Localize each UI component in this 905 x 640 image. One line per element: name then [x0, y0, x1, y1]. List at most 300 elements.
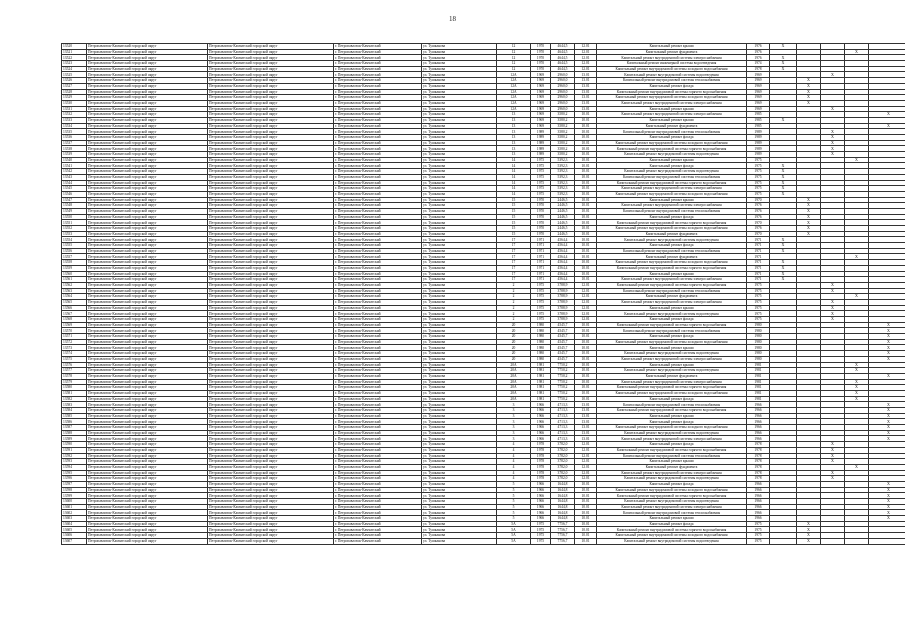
- cell-date: 10.01: [575, 208, 597, 214]
- cell-m1: X: [770, 277, 797, 283]
- cell-locality: г. Петропавловск-Камчатский: [334, 533, 422, 539]
- cell-locality: г. Петропавловск-Камчатский: [334, 152, 422, 158]
- cell-locality: г. Петропавловск-Камчатский: [334, 260, 422, 266]
- cell-work: Капитальный ремонт внутридомовой системы электроснабжения: [597, 436, 747, 442]
- cell-m2: X: [797, 89, 821, 95]
- cell-year: 1975: [531, 294, 551, 300]
- cell-work-year: 1980: [747, 351, 770, 357]
- cell-municipality: Петропавловск-Камчатский городской округ: [208, 191, 334, 197]
- cell-locality: г. Петропавловск-Камчатский: [334, 140, 422, 146]
- cell-street: ул. Тушканова: [422, 61, 497, 67]
- cell-street: ул. Тушканова: [422, 191, 497, 197]
- cell-municipality: Петропавловск-Камчатский городской округ: [208, 260, 334, 266]
- cell-area: 3580,2: [551, 117, 575, 123]
- cell-work: Капитальный ремонт крыши: [597, 106, 747, 112]
- cell-house: 4: [497, 442, 531, 448]
- cell-num: 13569: [62, 322, 87, 328]
- cell-street: ул. Тушканова: [422, 499, 497, 505]
- cell-district: Петропавловск-Камчатский городской округ: [87, 61, 208, 67]
- cell-district: Петропавловск-Камчатский городской округ: [87, 146, 208, 152]
- cell-work: Капитальный ремонт внутридомовой системы теплоснабжения: [597, 129, 747, 135]
- cell-street: ул. Тушканова: [422, 476, 497, 482]
- cell-house: 2: [497, 288, 531, 294]
- cell-m3: X: [821, 299, 845, 305]
- cell-m4: X: [845, 379, 869, 385]
- cell-area: 4644,5: [551, 49, 575, 55]
- cell-house: 20А: [497, 390, 531, 396]
- cell-work: Капитальный ремонт фасада: [597, 214, 747, 220]
- cell-municipality: Петропавловск-Камчатский городской округ: [208, 78, 334, 84]
- cell-work: Капитальный ремонт крыши: [597, 197, 747, 203]
- cell-m4: X: [845, 362, 869, 368]
- cell-num: 13522: [62, 55, 87, 61]
- cell-m2: X: [797, 214, 821, 220]
- cell-work-year: 1975: [747, 294, 770, 300]
- cell-district: Петропавловск-Камчатский городской округ: [87, 191, 208, 197]
- cell-locality: г. Петропавловск-Камчатский: [334, 220, 422, 226]
- cell-year: 1966: [531, 408, 551, 414]
- cell-num: 13544: [62, 180, 87, 186]
- cell-house: 15: [497, 208, 531, 214]
- cell-street: ул. Тушканова: [422, 294, 497, 300]
- cell-m1: X: [770, 44, 797, 50]
- cell-street: ул. Тушканова: [422, 311, 497, 317]
- cell-district: Петропавловск-Камчатский городской округ: [87, 243, 208, 249]
- cell-date: 12.01: [575, 311, 597, 317]
- cell-street: ул. Тушканова: [422, 72, 497, 78]
- cell-m5: X: [869, 328, 905, 334]
- cell-district: Петропавловск-Камчатский городской округ: [87, 260, 208, 266]
- cell-work-year: 1966: [747, 493, 770, 499]
- cell-street: ул. Тушканова: [422, 180, 497, 186]
- cell-district: Петропавловск-Камчатский городской округ: [87, 169, 208, 175]
- cell-area: 3788,9: [551, 305, 575, 311]
- cell-house: 15: [497, 231, 531, 237]
- cell-area: 2960,0: [551, 89, 575, 95]
- cell-locality: г. Петропавловск-Камчатский: [334, 83, 422, 89]
- cell-work-year: 1969: [747, 72, 770, 78]
- cell-num: 13576: [62, 362, 87, 368]
- cell-year: 1971: [531, 260, 551, 266]
- cell-municipality: Петропавловск-Камчатский городской округ: [208, 339, 334, 345]
- cell-house: 5А: [497, 533, 531, 539]
- cell-area: 7750,2: [551, 385, 575, 391]
- cell-district: Петропавловск-Камчатский городской округ: [87, 527, 208, 533]
- cell-municipality: Петропавловск-Камчатский городской округ: [208, 516, 334, 522]
- cell-work: Капитальный ремонт внутридомовой системы водоотведения: [597, 152, 747, 158]
- cell-municipality: Петропавловск-Камчатский городской округ: [208, 538, 334, 544]
- cell-year: 1980: [531, 356, 551, 362]
- cell-num: 13601: [62, 504, 87, 510]
- cell-work-year: 1975: [747, 180, 770, 186]
- cell-locality: г. Петропавловск-Камчатский: [334, 425, 422, 431]
- cell-m5: X: [869, 425, 905, 431]
- cell-house: 12: [497, 66, 531, 72]
- cell-work: Капитальный ремонт фундамента: [597, 464, 747, 470]
- cell-locality: г. Петропавловск-Камчатский: [334, 49, 422, 55]
- cell-work-year: 1966: [747, 510, 770, 516]
- cell-house: 14: [497, 186, 531, 192]
- cell-district: Петропавловск-Камчатский городской округ: [87, 237, 208, 243]
- cell-m2: X: [797, 197, 821, 203]
- cell-year: 1969: [531, 72, 551, 78]
- cell-street: ул. Тушканова: [422, 169, 497, 175]
- cell-house: 3: [497, 408, 531, 414]
- cell-year: 1970: [531, 61, 551, 67]
- cell-num: 13530: [62, 100, 87, 106]
- cell-m3: X: [821, 442, 845, 448]
- cell-num: 13607: [62, 538, 87, 544]
- cell-num: 13538: [62, 146, 87, 152]
- cell-year: 1970: [531, 231, 551, 237]
- cell-m3: X: [821, 470, 845, 476]
- cell-m1: X: [770, 66, 797, 72]
- cell-municipality: Петропавловск-Камчатский городской округ: [208, 135, 334, 141]
- cell-locality: г. Петропавловск-Камчатский: [334, 78, 422, 84]
- cell-date: 13.01: [575, 72, 597, 78]
- cell-m2: X: [797, 533, 821, 539]
- cell-year: 1966: [531, 504, 551, 510]
- cell-num: 13584: [62, 408, 87, 414]
- cell-m3: X: [821, 305, 845, 311]
- cell-num: 13543: [62, 174, 87, 180]
- cell-district: Петропавловск-Камчатский городской округ: [87, 390, 208, 396]
- cell-district: Петропавловск-Камчатский городской округ: [87, 208, 208, 214]
- cell-area: 7756,7: [551, 538, 575, 544]
- cell-house: 14: [497, 180, 531, 186]
- cell-num: 13581: [62, 390, 87, 396]
- cell-locality: г. Петропавловск-Камчатский: [334, 464, 422, 470]
- cell-num: 13593: [62, 459, 87, 465]
- cell-house: 2: [497, 317, 531, 323]
- cell-year: 1975: [531, 538, 551, 544]
- cell-municipality: Петропавловск-Камчатский городской округ: [208, 299, 334, 305]
- cell-num: 13572: [62, 339, 87, 345]
- cell-num: 13536: [62, 135, 87, 141]
- cell-house: 5А: [497, 538, 531, 544]
- cell-street: ул. Тушканова: [422, 214, 497, 220]
- cell-num: 13583: [62, 402, 87, 408]
- cell-district: Петропавловск-Камчатский городской округ: [87, 135, 208, 141]
- cell-area: 4713,3: [551, 430, 575, 436]
- cell-district: Петропавловск-Камчатский городской округ: [87, 214, 208, 220]
- cell-locality: г. Петропавловск-Камчатский: [334, 510, 422, 516]
- cell-municipality: Петропавловск-Камчатский городской округ: [208, 44, 334, 50]
- cell-house: 14: [497, 163, 531, 169]
- cell-area: 7750,2: [551, 379, 575, 385]
- cell-year: 1980: [531, 351, 551, 357]
- cell-work: Капитальный ремонт внутридомовой системы электроснабжения: [597, 112, 747, 118]
- cell-street: ул. Тушканова: [422, 356, 497, 362]
- cell-date: 10.01: [575, 152, 597, 158]
- cell-work-year: 1975: [747, 311, 770, 317]
- cell-work-year: 1969: [747, 89, 770, 95]
- cell-area: 3782,0: [551, 476, 575, 482]
- cell-house: 2: [497, 305, 531, 311]
- cell-municipality: Петропавловск-Камчатский городской округ: [208, 408, 334, 414]
- cell-street: ул. Тушканова: [422, 481, 497, 487]
- cell-num: 13600: [62, 499, 87, 505]
- cell-date: 10.01: [575, 117, 597, 123]
- cell-area: 4545,7: [551, 328, 575, 334]
- cell-house: 4: [497, 459, 531, 465]
- cell-house: 12А: [497, 106, 531, 112]
- cell-m3: [821, 538, 845, 544]
- page-number: 18: [449, 15, 456, 23]
- cell-num: 13591: [62, 447, 87, 453]
- cell-m1: X: [770, 243, 797, 249]
- cell-area: 5392,3: [551, 157, 575, 163]
- cell-district: Петропавловск-Камчатский городской округ: [87, 72, 208, 78]
- cell-date: 10.01: [575, 527, 597, 533]
- cell-municipality: Петропавловск-Камчатский городской округ: [208, 527, 334, 533]
- cell-date: 10.01: [575, 140, 597, 146]
- cell-date: 13.01: [575, 95, 597, 101]
- cell-work: Капитальный ремонт внутридомовой системы горячего водоснабжения: [597, 385, 747, 391]
- cell-m5: X: [869, 373, 905, 379]
- cell-area: 4545,7: [551, 345, 575, 351]
- cell-street: ул. Тушканова: [422, 129, 497, 135]
- cell-street: ул. Тушканова: [422, 174, 497, 180]
- cell-municipality: Петропавловск-Камчатский городской округ: [208, 72, 334, 78]
- cell-work: Капитальный ремонт фасада: [597, 481, 747, 487]
- cell-work: Капитальный ремонт внутридомовой системы водоотведения: [597, 476, 747, 482]
- cell-locality: г. Петропавловск-Камчатский: [334, 470, 422, 476]
- cell-num: 13546: [62, 191, 87, 197]
- cell-municipality: Петропавловск-Камчатский городской округ: [208, 385, 334, 391]
- cell-area: 3580,2: [551, 123, 575, 129]
- cell-work-year: 1971: [747, 248, 770, 254]
- cell-district: Петропавловск-Камчатский городской округ: [87, 470, 208, 476]
- cell-municipality: Петропавловск-Камчатский городской округ: [208, 140, 334, 146]
- cell-work: Капитальный ремонт внутридомовой системы горячего водоснабжения: [597, 180, 747, 186]
- cell-house: 5А: [497, 521, 531, 527]
- cell-district: Петропавловск-Камчатский городской округ: [87, 55, 208, 61]
- cell-work-year: 1981: [747, 385, 770, 391]
- cell-municipality: Петропавловск-Камчатский городской округ: [208, 390, 334, 396]
- cell-m5: X: [869, 413, 905, 419]
- cell-district: Петропавловск-Камчатский городской округ: [87, 271, 208, 277]
- cell-work-year: 1976: [747, 214, 770, 220]
- cell-work: Капитальный ремонт крыши: [597, 271, 747, 277]
- cell-num: 13537: [62, 140, 87, 146]
- cell-work-year: 1985: [747, 123, 770, 129]
- cell-district: Петропавловск-Камчатский городской округ: [87, 112, 208, 118]
- cell-m5: X: [869, 334, 905, 340]
- cell-work-year: 1969: [747, 83, 770, 89]
- cell-house: 4: [497, 453, 531, 459]
- cell-house: 17: [497, 260, 531, 266]
- cell-date: 12.01: [575, 299, 597, 305]
- cell-street: ул. Тушканова: [422, 78, 497, 84]
- cell-municipality: Петропавловск-Камчатский городской округ: [208, 61, 334, 67]
- cell-work: Капитальный ремонт фасада: [597, 334, 747, 340]
- cell-area: 2960,0: [551, 72, 575, 78]
- cell-municipality: Петропавловск-Камчатский городской округ: [208, 55, 334, 61]
- cell-work: Капитальный ремонт крыши: [597, 459, 747, 465]
- cell-house: 17: [497, 248, 531, 254]
- cell-street: ул. Тушканова: [422, 152, 497, 158]
- cell-work: Капитальный ремонт внутридомовой системы холодного водоснабжения: [597, 533, 747, 539]
- cell-district: Петропавловск-Камчатский городской округ: [87, 140, 208, 146]
- cell-work-year: 1980: [747, 322, 770, 328]
- cell-work-year: 1966: [747, 419, 770, 425]
- cell-locality: г. Петропавловск-Камчатский: [334, 214, 422, 220]
- cell-work-year: 1966: [747, 487, 770, 493]
- cell-year: 1981: [531, 362, 551, 368]
- cell-municipality: Петропавловск-Камчатский городской округ: [208, 453, 334, 459]
- cell-area: 5392,3: [551, 180, 575, 186]
- cell-m1: X: [770, 260, 797, 266]
- cell-locality: г. Петропавловск-Камчатский: [334, 521, 422, 527]
- cell-year: 1966: [531, 493, 551, 499]
- cell-work: Капитальный ремонт фасада: [597, 135, 747, 141]
- cell-date: 10.01: [575, 533, 597, 539]
- cell-municipality: Петропавловск-Камчатский городской округ: [208, 208, 334, 214]
- cell-num: 13575: [62, 356, 87, 362]
- cell-locality: г. Петропавловск-Камчатский: [334, 499, 422, 505]
- cell-num: 13526: [62, 78, 87, 84]
- cell-municipality: Петропавловск-Камчатский городской округ: [208, 317, 334, 323]
- cell-year: 1966: [531, 419, 551, 425]
- cell-street: ул. Тушканова: [422, 95, 497, 101]
- cell-work: Капитальный ремонт внутридомовой системы электроснабжения: [597, 504, 747, 510]
- cell-num: 13520: [62, 44, 87, 50]
- cell-work-year: 1978: [747, 470, 770, 476]
- cell-locality: г. Петропавловск-Камчатский: [334, 351, 422, 357]
- cell-m3: X: [821, 152, 845, 158]
- cell-district: Петропавловск-Камчатский городской округ: [87, 379, 208, 385]
- cell-locality: г. Петропавловск-Камчатский: [334, 345, 422, 351]
- cell-district: Петропавловск-Камчатский городской округ: [87, 385, 208, 391]
- cell-district: Петропавловск-Камчатский городской округ: [87, 430, 208, 436]
- cell-year: 1971: [531, 243, 551, 249]
- cell-municipality: Петропавловск-Камчатский городской округ: [208, 169, 334, 175]
- cell-area: 4564,4: [551, 277, 575, 283]
- cell-house: 20А: [497, 396, 531, 402]
- cell-street: ул. Тушканова: [422, 157, 497, 163]
- cell-date: 10.01: [575, 163, 597, 169]
- cell-date: 12.01: [575, 447, 597, 453]
- cell-area: 3782,0: [551, 459, 575, 465]
- cell-street: ул. Тушканова: [422, 442, 497, 448]
- cell-date: 12.01: [575, 317, 597, 323]
- cell-num: 13589: [62, 436, 87, 442]
- cell-date: 10.01: [575, 260, 597, 266]
- cell-date: 12.01: [575, 282, 597, 288]
- cell-work: Капитальный ремонт внутридомовой системы водоотведения: [597, 311, 747, 317]
- cell-m3: X: [821, 447, 845, 453]
- cell-municipality: Петропавловск-Камчатский городской округ: [208, 521, 334, 527]
- cell-num: 13577: [62, 368, 87, 374]
- cell-area: 4564,4: [551, 254, 575, 260]
- cell-street: ул. Тушканова: [422, 385, 497, 391]
- cell-work-year: 1975: [747, 288, 770, 294]
- cell-locality: г. Петропавловск-Камчатский: [334, 163, 422, 169]
- table-row: [62, 538, 905, 544]
- cell-year: 1970: [531, 55, 551, 61]
- cell-m2: X: [797, 220, 821, 226]
- cell-district: Петропавловск-Камчатский городской округ: [87, 413, 208, 419]
- cell-work: Капитальный ремонт фундамента: [597, 373, 747, 379]
- cell-year: 1975: [531, 288, 551, 294]
- cell-municipality: Петропавловск-Камчатский городской округ: [208, 123, 334, 129]
- cell-house: 14: [497, 174, 531, 180]
- cell-house: 2: [497, 311, 531, 317]
- cell-date: 10.01: [575, 277, 597, 283]
- cell-work: Капитальный ремонт крыши: [597, 305, 747, 311]
- cell-work: Капитальный ремонт внутридомовой системы горячего водоснабжения: [597, 265, 747, 271]
- cell-work-year: 1980: [747, 328, 770, 334]
- cell-work: Капитальный ремонт внутридомовой системы теплоснабжения: [597, 78, 747, 84]
- cell-work-year: 1966: [747, 408, 770, 414]
- cell-work-year: 1981: [747, 362, 770, 368]
- cell-area: 2446,5: [551, 220, 575, 226]
- cell-year: 1978: [531, 447, 551, 453]
- cell-year: 1970: [531, 208, 551, 214]
- cell-date: 13.01: [575, 436, 597, 442]
- cell-locality: г. Петропавловск-Камчатский: [334, 231, 422, 237]
- cell-work-year: 1966: [747, 413, 770, 419]
- cell-work-year: 1969: [747, 78, 770, 84]
- cell-area: 4545,7: [551, 322, 575, 328]
- cell-year: 1975: [531, 317, 551, 323]
- cell-work-year: 1971: [747, 260, 770, 266]
- data-table-wrapper: [61, 43, 905, 545]
- cell-locality: г. Петропавловск-Камчатский: [334, 271, 422, 277]
- cell-area: 4564,4: [551, 265, 575, 271]
- cell-street: ул. Тушканова: [422, 436, 497, 442]
- cell-year: 1969: [531, 112, 551, 118]
- cell-area: 3580,2: [551, 152, 575, 158]
- cell-num: 13588: [62, 430, 87, 436]
- cell-m5: X: [869, 516, 905, 522]
- cell-district: Петропавловск-Камчатский городской округ: [87, 510, 208, 516]
- cell-num: 13604: [62, 521, 87, 527]
- cell-year: 1989: [531, 135, 551, 141]
- cell-area: 2960,0: [551, 100, 575, 106]
- cell-area: 7756,7: [551, 533, 575, 539]
- cell-year: 1978: [531, 459, 551, 465]
- cell-date: 10.01: [575, 487, 597, 493]
- cell-m5: X: [869, 436, 905, 442]
- cell-house: 5: [497, 510, 531, 516]
- cell-work: Капитальный ремонт внутридомовой системы горячего водоснабжения: [597, 527, 747, 533]
- cell-area: 4713,3: [551, 436, 575, 442]
- cell-locality: г. Петропавловск-Камчатский: [334, 442, 422, 448]
- cell-year: 1978: [531, 453, 551, 459]
- cell-num: 13558: [62, 260, 87, 266]
- cell-street: ул. Тушканова: [422, 100, 497, 106]
- cell-district: Петропавловск-Камчатский городской округ: [87, 487, 208, 493]
- cell-date: 10.01: [575, 328, 597, 334]
- cell-work: Капитальный ремонт крыши: [597, 157, 747, 163]
- cell-house: 17: [497, 243, 531, 249]
- cell-municipality: Петропавловск-Камчатский городской округ: [208, 237, 334, 243]
- cell-house: 13: [497, 117, 531, 123]
- cell-m5: X: [869, 419, 905, 425]
- cell-street: ул. Тушканова: [422, 203, 497, 209]
- cell-district: Петропавловск-Камчатский городской округ: [87, 425, 208, 431]
- cell-work: Капитальный ремонт внутридомовой системы электроснабжения: [597, 203, 747, 209]
- cell-date: 13.01: [575, 78, 597, 84]
- cell-district: Петропавловск-Камчатский городской округ: [87, 117, 208, 123]
- cell-num: 13598: [62, 487, 87, 493]
- cell-m1: X: [770, 61, 797, 67]
- cell-area: 3788,9: [551, 282, 575, 288]
- cell-m1: X: [770, 117, 797, 123]
- cell-house: 20А: [497, 373, 531, 379]
